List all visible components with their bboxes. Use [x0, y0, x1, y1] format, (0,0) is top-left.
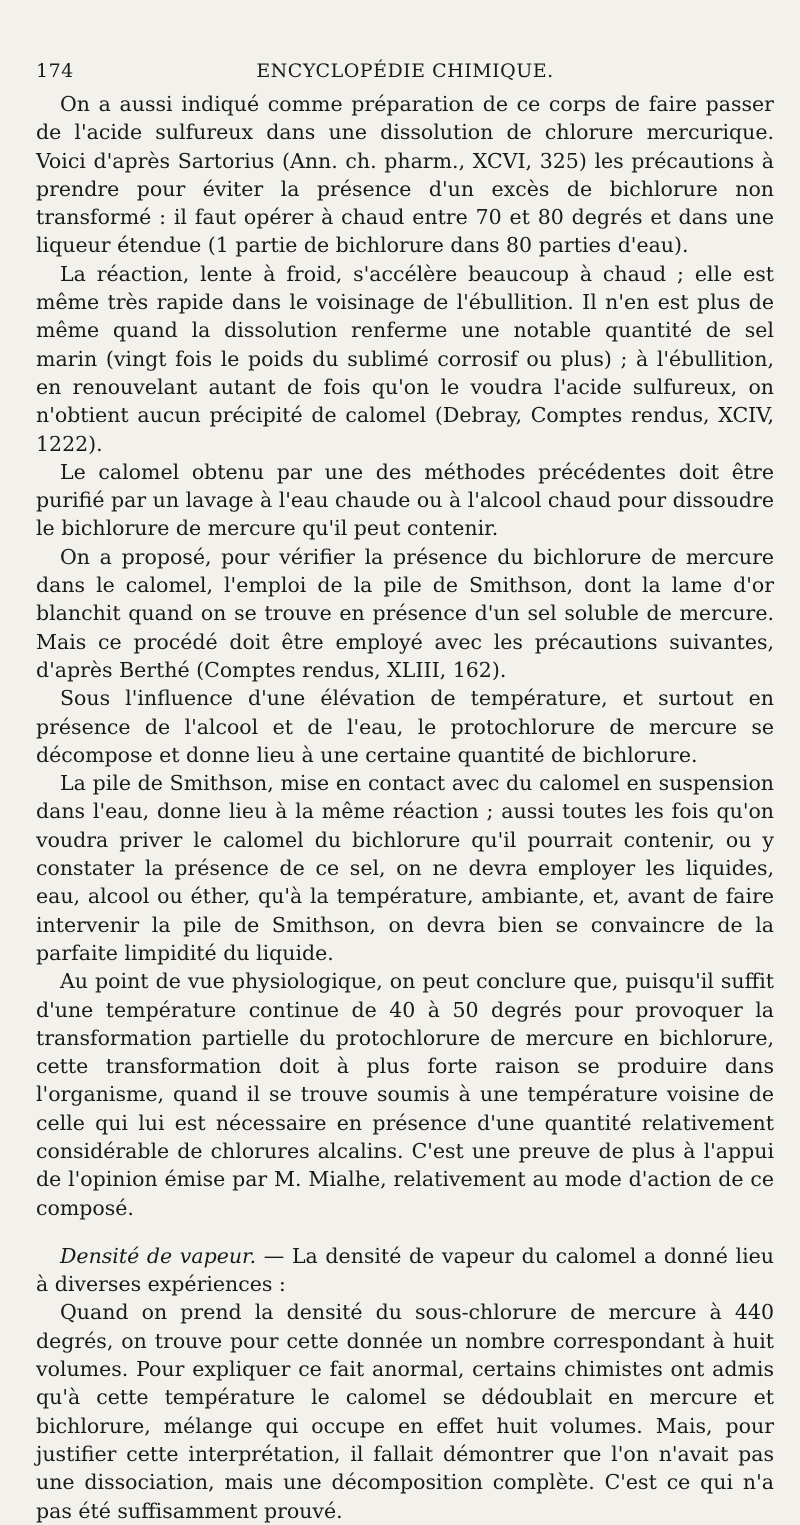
paragraph-2: La réaction, lente à froid, s'accélère beaucoup à chaud ; elle est même très rapide dans le voisinage de l'ébullition. Il n'en est plus de même quand la dissolution renferme une notable quantité de sel marin (vingt fois le poids du sublimé corrosif ou plus) ; à l'ébullition, en renouvelant autant de fois qu'on le voudra l'acide sulfureux, on n'obtient aucun précipité de calomel (Debray, Comptes rendus, XCIV, 1222). [36, 261, 774, 456]
paragraph-1: On a aussi indiqué comme préparation de ce corps de faire passer de l'acide sulfureux dans une dissolution de chlorure mercurique. Voici d'après Sartorius (Ann. ch. pharm., XCVI, 325) les précautions à prendre pour éviter la présence d'un excès de bichlorure non transformé : il faut opérer à chaud entre 70 et 80 degrés et dans une liqueur étendue (1 partie de bichlorure dans 80 parties d'eau). [36, 92, 774, 258]
paragraph-6: La pile de Smithson, mise en contact avec du calomel en suspension dans l'eau, donne lieu à la même réaction ; aussi toutes les fois qu'on voudra priver le calomel du bichlorure qu'il pourrait contenir, ou y constater la présence de ce sel, on ne devra employer les liquides, eau, alcool ou éther, qu'à la température, ambiante, et, avant de faire intervenir la pile de Smithson, on devra bien se convaincre de la parfaite limpidité du liquide. [36, 771, 774, 965]
body-text [36, 90, 774, 1525]
paragraph-3: Le calomel obtenu par une des méthodes précédentes doit être purifié par un lavage à l'eau chaude ou à l'alcool chaud pour dissoudre le bichlorure de mercure qu'il peut contenir. [36, 459, 774, 541]
paragraph-7: Au point de vue physiologique, on peut conclure que, puisqu'il suffit d'une température continue de 40 à 50 degrés pour provoquer la transformation partielle du protochlorure de mercure en bichlorure, cette transformation doit à plus forte raison se produire dans l'organisme, quand il se trouve soumis à une température voisine de celle qui lui est nécessaire en présence d'une quantité relativement considérable de chlorures alcalins. C'est une preuve de plus à l'appui de l'opinion émise par M. Mialhe, relativement au mode d'action de ce composé. [36, 969, 774, 1220]
paragraph-9: Quand on prend la densité du sous-chlorure de mercure à 440 degrés, on trouve pour cette donnée un nombre correspondant à huit volumes. Pour expliquer ce fait anormal, certains chimistes ont admis qu'à cette température le calomel se dédoublait en mercure et bichlorure, mélange qui occupe en effet huit volumes. Mais, pour justifier cette interprétation, il fallait démontrer que l'on n'avait pas une dissociation, mais une décomposition complète. C'est ce qui n'a pas été suffisamment prouvé. [36, 1300, 774, 1523]
section-heading-rest: — La densité de vapeur du calomel a donné lieu à diverses expériences : [36, 1243, 774, 1297]
section-gap [36, 1222, 774, 1242]
paragraph-5: Sous l'influence d'une élévation de température, et surtout en présence de l'alcool et de l'eau, le protochlorure de mercure se décompose et donne lieu à une certaine quantité de bichlorure. [36, 686, 774, 767]
page-header [36, 60, 774, 90]
paragraph-4: On a proposé, pour vérifier la présence du bichlorure de mercure dans le calomel, l'emploi de la pile de Smithson, dont la lame d'or blanchit quand on se trouve en présence d'un sel soluble de mercure. Mais ce procédé doit être employé avec les précautions suivantes, d'après Berthé (Comptes rendus, XLIII, 162). [36, 544, 774, 682]
paragraph-8 [36, 1242, 774, 1299]
section-heading: Densité de vapeur. [60, 1243, 257, 1268]
running-title: ENCYCLOPÉDIE CHIMIQUE. [256, 60, 554, 82]
page-number: 174 [36, 60, 74, 82]
